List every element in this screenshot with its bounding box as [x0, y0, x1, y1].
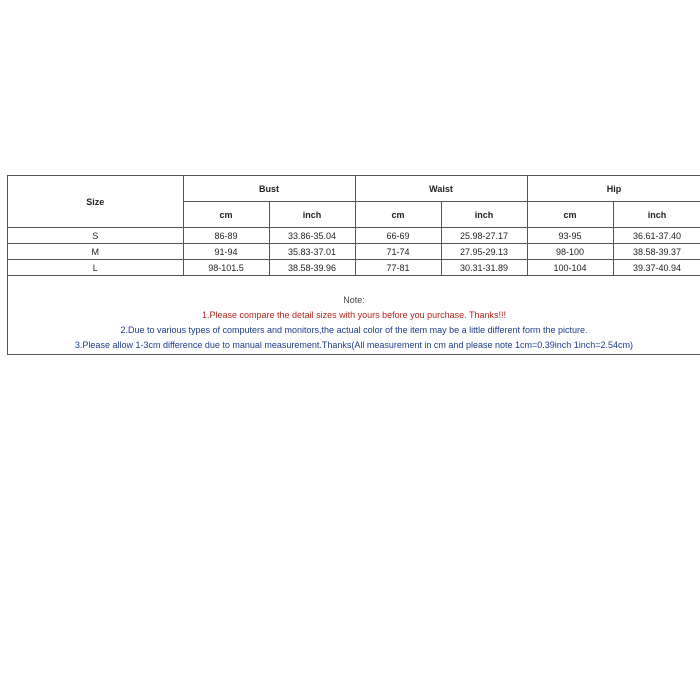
size-cell: M	[8, 244, 183, 260]
note-line-1: 1.Please compare the detail sizes with yours before you purchase. Thanks!!!	[202, 310, 506, 320]
note-line-3: 3.Please allow 1-3cm difference due to manual measurement.Thanks(All measurement in cm and please note 1cm=0.39inch 1inch=2.54cm)	[74, 340, 634, 350]
table-row	[8, 228, 700, 244]
table-cell: 86-89	[183, 228, 269, 244]
note-title: Note:	[343, 295, 365, 305]
size-chart	[7, 175, 700, 355]
size-header: Size	[8, 176, 183, 228]
table-cell: 93-95	[527, 228, 613, 244]
table-cell: 38.58-39.96	[269, 260, 355, 276]
waist-header: Waist	[355, 176, 527, 202]
unit-header: cm	[355, 202, 441, 228]
table-cell: 25.98-27.17	[441, 228, 527, 244]
table-cell: 30.31-31.89	[441, 260, 527, 276]
size-cell: S	[8, 228, 183, 244]
notes-section	[8, 276, 700, 355]
table-cell: 39.37-40.94	[613, 260, 700, 276]
table-cell: 98-100	[527, 244, 613, 260]
unit-header: cm	[183, 202, 269, 228]
table-cell: 98-101.5	[183, 260, 269, 276]
table-cell: 38.58-39.37	[613, 244, 700, 260]
table-row	[8, 260, 700, 276]
size-cell: L	[8, 260, 183, 276]
unit-header: inch	[613, 202, 700, 228]
table-cell: 91-94	[183, 244, 269, 260]
table-row	[8, 244, 700, 260]
table-cell: 33.86-35.04	[269, 228, 355, 244]
size-table	[8, 176, 700, 276]
group-header-row	[8, 176, 700, 202]
unit-header: cm	[527, 202, 613, 228]
table-cell: 35.83-37.01	[269, 244, 355, 260]
table-cell: 36.61-37.40	[613, 228, 700, 244]
table-cell: 100-104	[527, 260, 613, 276]
table-cell: 77-81	[355, 260, 441, 276]
unit-header: inch	[441, 202, 527, 228]
hip-header: Hip	[527, 176, 700, 202]
table-cell: 71-74	[355, 244, 441, 260]
unit-header: inch	[269, 202, 355, 228]
table-cell: 27.95-29.13	[441, 244, 527, 260]
note-line-2: 2.Due to various types of computers and monitors,the actual color of the item may be a little different form the picture.	[120, 325, 588, 335]
bust-header: Bust	[183, 176, 355, 202]
table-cell: 66-69	[355, 228, 441, 244]
